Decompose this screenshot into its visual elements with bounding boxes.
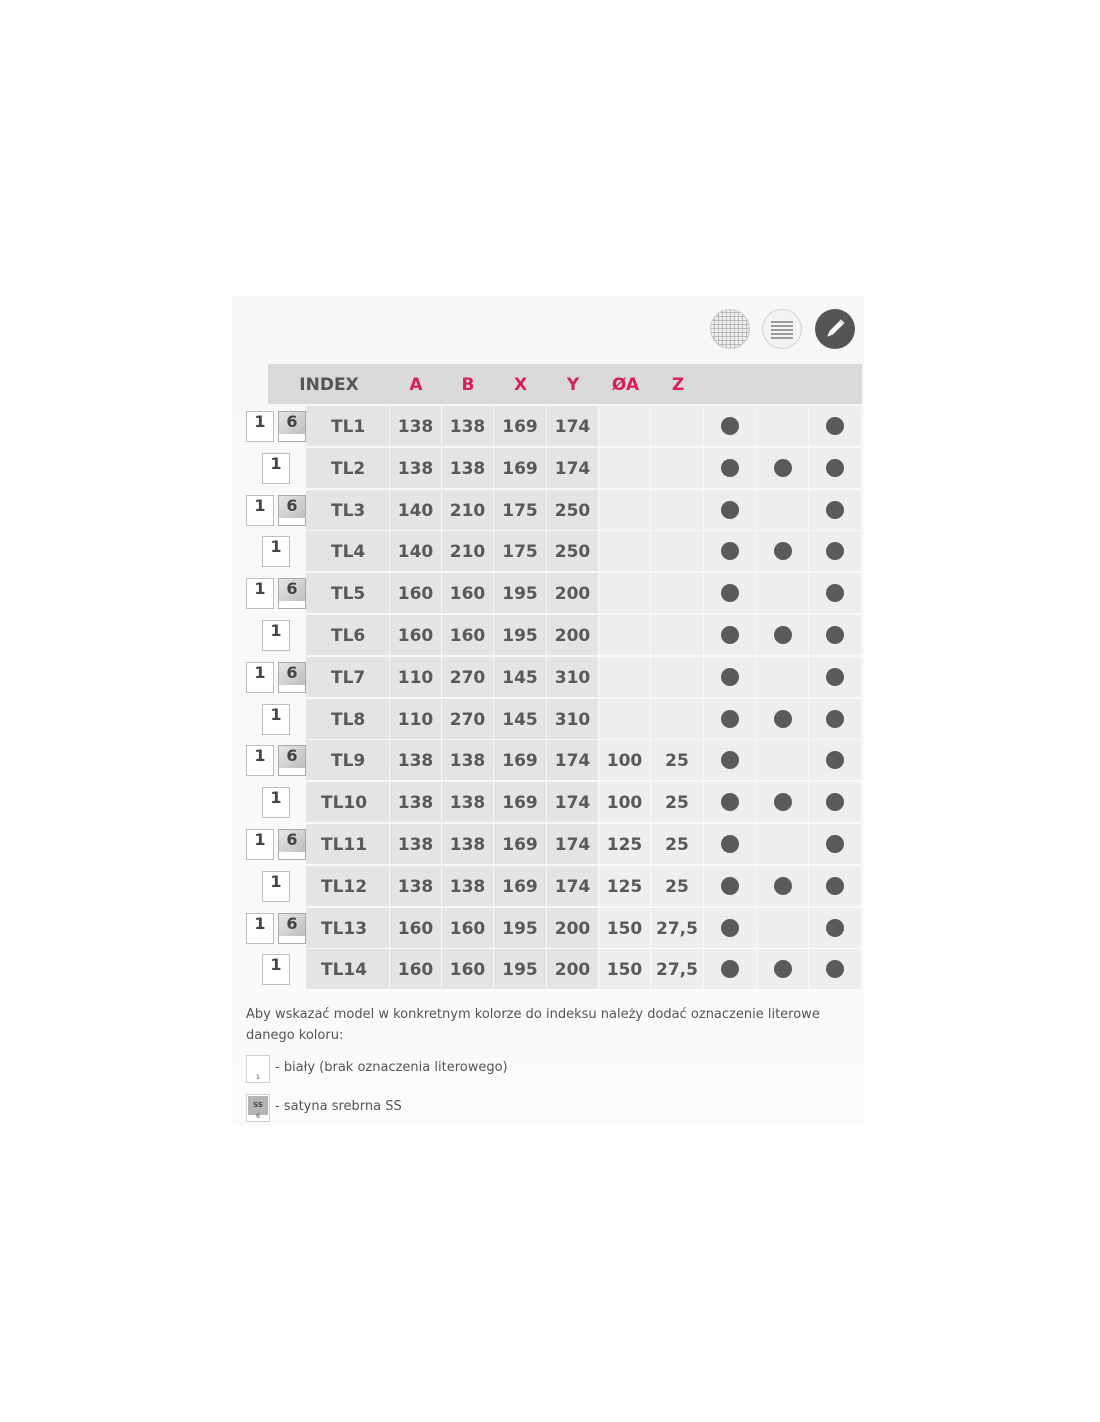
header-index: INDEX xyxy=(299,375,359,395)
dimension-cell-y: 174 xyxy=(547,448,598,488)
dimension-cell-z: 27,5 xyxy=(651,908,703,948)
dimension-cell-oa xyxy=(599,448,650,488)
dimension-cell-oa xyxy=(599,531,650,571)
available-dot xyxy=(826,584,844,602)
available-dot xyxy=(721,960,739,978)
color-code-satin-silver: 6 xyxy=(278,662,306,693)
index-cell: TL5 xyxy=(306,573,389,613)
color-code-satin-silver: 6 xyxy=(278,913,306,944)
legend-white-swatch xyxy=(246,1055,270,1083)
dimension-cell-b: 160 xyxy=(442,573,493,613)
dimension-cell-b: 138 xyxy=(442,866,493,906)
index-cell: TL3 xyxy=(306,490,389,530)
color-code-white: 1 xyxy=(262,453,290,484)
color-code-white: 1 xyxy=(246,745,274,776)
available-dot xyxy=(826,626,844,644)
dimension-cell-z: 25 xyxy=(651,824,703,864)
dimension-cell-a: 138 xyxy=(390,740,441,780)
dimension-cell-b: 138 xyxy=(442,406,493,446)
dimension-cell-oa: 150 xyxy=(599,949,650,989)
dimension-cell-y: 200 xyxy=(547,573,598,613)
index-cell: TL13 xyxy=(306,908,389,948)
legend-ss-swatch xyxy=(246,1094,270,1122)
dimension-cell-b: 210 xyxy=(442,490,493,530)
legend-ss-number: 6 xyxy=(256,1113,260,1120)
dimension-cell-oa xyxy=(599,406,650,446)
dimension-cell-a: 138 xyxy=(390,782,441,822)
available-dot xyxy=(721,459,739,477)
dimension-cell-x: 169 xyxy=(494,406,546,446)
dimension-cell-b: 138 xyxy=(442,824,493,864)
available-dot xyxy=(826,960,844,978)
variant-cell xyxy=(757,824,808,864)
dimension-cell-a: 110 xyxy=(390,657,441,697)
color-code-white: 1 xyxy=(262,954,290,985)
available-dot xyxy=(826,542,844,560)
dimension-cell-b: 160 xyxy=(442,908,493,948)
dimension-cell-z xyxy=(651,657,703,697)
color-code-white: 1 xyxy=(262,536,290,567)
available-dot xyxy=(721,835,739,853)
available-dot xyxy=(826,751,844,769)
dimension-cell-z xyxy=(651,490,703,530)
index-cell: TL11 xyxy=(306,824,389,864)
dimension-cell-y: 174 xyxy=(547,406,598,446)
dimension-cell-a: 160 xyxy=(390,615,441,655)
header-z: Z xyxy=(671,375,685,395)
dimension-cell-oa: 100 xyxy=(599,782,650,822)
color-code-white: 1 xyxy=(246,578,274,609)
available-dot xyxy=(826,459,844,477)
dimension-cell-z: 27,5 xyxy=(651,949,703,989)
index-cell: TL6 xyxy=(306,615,389,655)
variant-cell xyxy=(757,740,808,780)
dimension-cell-b: 270 xyxy=(442,657,493,697)
dimension-cell-a: 140 xyxy=(390,531,441,571)
pencil-icon xyxy=(815,309,855,349)
index-cell: TL1 xyxy=(306,406,389,446)
dimension-cell-b: 270 xyxy=(442,699,493,739)
horizontal-lines-icon xyxy=(762,309,802,349)
index-cell: TL8 xyxy=(306,699,389,739)
dimension-cell-x: 195 xyxy=(494,615,546,655)
available-dot xyxy=(774,960,792,978)
dimension-cell-z xyxy=(651,573,703,613)
dimension-cell-b: 138 xyxy=(442,740,493,780)
available-dot xyxy=(774,626,792,644)
variant-cell xyxy=(757,490,808,530)
color-code-white: 1 xyxy=(246,913,274,944)
dimension-cell-x: 195 xyxy=(494,908,546,948)
available-dot xyxy=(826,835,844,853)
variant-cell xyxy=(757,406,808,446)
available-dot xyxy=(826,877,844,895)
index-cell: TL7 xyxy=(306,657,389,697)
index-cell: TL12 xyxy=(306,866,389,906)
dimension-cell-y: 200 xyxy=(547,949,598,989)
dimension-cell-z: 25 xyxy=(651,866,703,906)
dimension-cell-a: 160 xyxy=(390,908,441,948)
dimension-cell-z xyxy=(651,406,703,446)
dimension-cell-y: 310 xyxy=(547,657,598,697)
dimension-cell-x: 195 xyxy=(494,949,546,989)
available-dot xyxy=(721,793,739,811)
dimension-cell-a: 138 xyxy=(390,448,441,488)
dimension-cell-y: 200 xyxy=(547,908,598,948)
dimension-cell-oa xyxy=(599,573,650,613)
dimension-cell-oa xyxy=(599,490,650,530)
dimension-cell-y: 174 xyxy=(547,866,598,906)
index-cell: TL4 xyxy=(306,531,389,571)
color-code-white: 1 xyxy=(246,411,274,442)
index-cell: TL14 xyxy=(306,949,389,989)
dimension-cell-b: 138 xyxy=(442,448,493,488)
color-code-white: 1 xyxy=(262,704,290,735)
dimension-cell-a: 160 xyxy=(390,949,441,989)
dimension-cell-oa: 125 xyxy=(599,824,650,864)
variant-cell xyxy=(757,657,808,697)
dimension-cell-x: 169 xyxy=(494,740,546,780)
available-dot xyxy=(826,501,844,519)
dimension-cell-x: 169 xyxy=(494,448,546,488)
available-dot xyxy=(774,793,792,811)
legend-ss-label: - satyna srebrna SS xyxy=(275,1099,402,1114)
dimension-cell-a: 138 xyxy=(390,824,441,864)
available-dot xyxy=(826,668,844,686)
dimension-cell-y: 250 xyxy=(547,531,598,571)
legend-white-label: - biały (brak oznaczenia literowego) xyxy=(275,1060,508,1075)
dimension-cell-y: 250 xyxy=(547,490,598,530)
available-dot xyxy=(721,877,739,895)
available-dot xyxy=(721,584,739,602)
header-x: X xyxy=(513,375,528,395)
color-code-white: 1 xyxy=(262,620,290,651)
dimension-cell-x: 169 xyxy=(494,866,546,906)
dimension-cell-y: 174 xyxy=(547,824,598,864)
color-code-white: 1 xyxy=(246,495,274,526)
dimension-cell-x: 195 xyxy=(494,573,546,613)
available-dot xyxy=(721,542,739,560)
dimension-cell-b: 210 xyxy=(442,531,493,571)
table-header xyxy=(268,364,862,404)
mesh-pattern-icon xyxy=(710,309,750,349)
dimension-cell-z xyxy=(651,699,703,739)
available-dot xyxy=(826,793,844,811)
dimension-cell-a: 138 xyxy=(390,866,441,906)
legend-white-number: 1 xyxy=(256,1074,260,1081)
available-dot xyxy=(721,751,739,769)
dimension-cell-oa xyxy=(599,657,650,697)
color-code-white: 1 xyxy=(246,662,274,693)
available-dot xyxy=(774,459,792,477)
variant-cell xyxy=(757,908,808,948)
available-dot xyxy=(826,417,844,435)
dimension-cell-z xyxy=(651,448,703,488)
header-oa: ØA xyxy=(611,375,640,395)
color-code-satin-silver: 6 xyxy=(278,495,306,526)
index-cell: TL10 xyxy=(306,782,389,822)
header-b: B xyxy=(461,375,475,395)
header-a: A xyxy=(409,375,423,395)
color-code-satin-silver: 6 xyxy=(278,411,306,442)
color-code-white: 1 xyxy=(246,829,274,860)
available-dot xyxy=(721,919,739,937)
available-dot xyxy=(721,501,739,519)
dimension-cell-oa: 125 xyxy=(599,866,650,906)
dimension-cell-z: 25 xyxy=(651,782,703,822)
available-dot xyxy=(774,877,792,895)
dimension-cell-y: 174 xyxy=(547,740,598,780)
dimension-cell-x: 175 xyxy=(494,531,546,571)
dimension-cell-b: 138 xyxy=(442,782,493,822)
dimension-cell-x: 175 xyxy=(494,490,546,530)
variant-cell xyxy=(757,573,808,613)
dimension-cell-oa xyxy=(599,699,650,739)
dimension-cell-z xyxy=(651,615,703,655)
available-dot xyxy=(721,626,739,644)
dimension-cell-y: 174 xyxy=(547,782,598,822)
dimension-cell-z xyxy=(651,531,703,571)
color-code-satin-silver: 6 xyxy=(278,829,306,860)
dimension-cell-x: 145 xyxy=(494,699,546,739)
dimension-cell-a: 140 xyxy=(390,490,441,530)
available-dot xyxy=(826,919,844,937)
dimension-cell-z: 25 xyxy=(651,740,703,780)
available-dot xyxy=(721,668,739,686)
dimension-cell-a: 110 xyxy=(390,699,441,739)
dimension-cell-a: 138 xyxy=(390,406,441,446)
dimension-cell-x: 169 xyxy=(494,782,546,822)
dimension-cell-y: 200 xyxy=(547,615,598,655)
color-code-white: 1 xyxy=(262,871,290,902)
dimension-cell-a: 160 xyxy=(390,573,441,613)
color-note: Aby wskazać model w konkretnym kolorze do indeksu należy dodać oznaczenie literowe danego koloru: xyxy=(246,1007,820,1043)
color-code-white: 1 xyxy=(262,787,290,818)
dimension-cell-b: 160 xyxy=(442,615,493,655)
available-dot xyxy=(774,542,792,560)
dimension-cell-oa: 100 xyxy=(599,740,650,780)
legend-ss-code: SS xyxy=(248,1096,268,1115)
dimension-cell-x: 169 xyxy=(494,824,546,864)
dimension-cell-oa: 150 xyxy=(599,908,650,948)
dimension-cell-b: 160 xyxy=(442,949,493,989)
header-y: Y xyxy=(566,375,580,395)
available-dot xyxy=(721,417,739,435)
index-cell: TL9 xyxy=(306,740,389,780)
color-code-satin-silver: 6 xyxy=(278,578,306,609)
available-dot xyxy=(774,710,792,728)
dimension-cell-oa xyxy=(599,615,650,655)
dimension-cell-x: 145 xyxy=(494,657,546,697)
dimension-cell-y: 310 xyxy=(547,699,598,739)
index-cell: TL2 xyxy=(306,448,389,488)
available-dot xyxy=(721,710,739,728)
available-dot xyxy=(826,710,844,728)
color-code-satin-silver: 6 xyxy=(278,745,306,776)
